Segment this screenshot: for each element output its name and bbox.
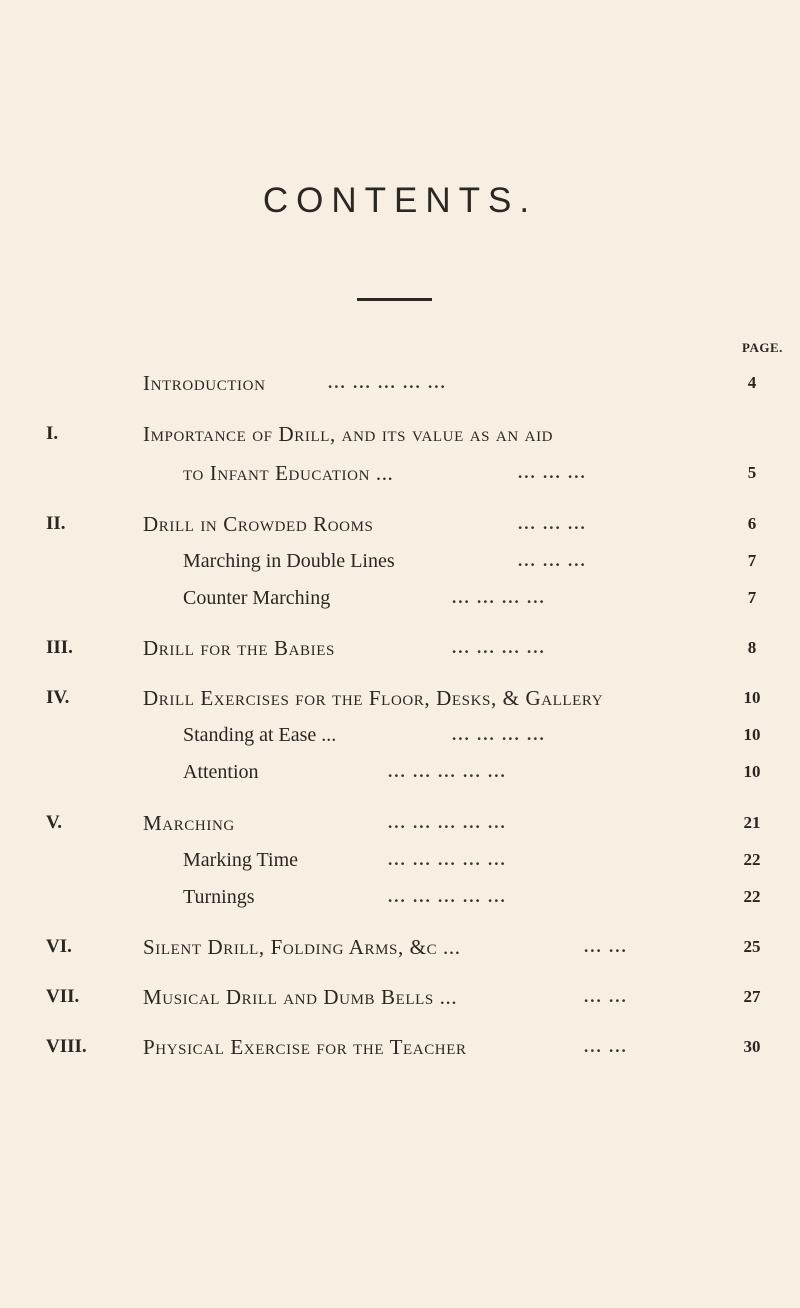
page-column-label: PAGE. bbox=[742, 340, 783, 355]
entry-title: Standing at Ease ... bbox=[183, 724, 337, 746]
page-title: CONTENTS. bbox=[262, 181, 538, 220]
toc-entry-introduction[interactable] bbox=[0, 368, 800, 398]
entry-page: 10 bbox=[743, 688, 761, 707]
entry-title: Musical Drill and Dumb Bells ... bbox=[143, 985, 458, 1009]
toc-entry-marking-time[interactable] bbox=[0, 845, 800, 875]
leader-dots: ... ... bbox=[584, 1037, 628, 1056]
entry-page: 7 bbox=[747, 588, 757, 607]
entry-page: 8 bbox=[747, 638, 757, 657]
entry-page: 10 bbox=[743, 725, 761, 744]
leader-dots: ... ... ... ... bbox=[452, 725, 546, 744]
entry-title: Silent Drill, Folding Arms, &c ... bbox=[143, 935, 461, 959]
leader-dots: ... ... ... ... ... bbox=[388, 813, 507, 832]
entry-page: 5 bbox=[747, 463, 757, 482]
toc-entry-chapter-2[interactable] bbox=[0, 509, 800, 539]
entry-title: Marching bbox=[143, 811, 235, 835]
entry-title: Counter Marching bbox=[183, 587, 331, 609]
entry-page: 7 bbox=[747, 551, 757, 570]
leader-dots: ... ... ... bbox=[518, 463, 587, 482]
chapter-number: V. bbox=[46, 812, 63, 833]
entry-page: 27 bbox=[743, 987, 761, 1006]
entry-title: Introduction bbox=[143, 371, 266, 395]
leader-dots: ... ... ... ... ... bbox=[388, 850, 507, 869]
toc-entry-chapter-3[interactable] bbox=[0, 633, 800, 663]
leader-dots: ... ... ... bbox=[518, 514, 587, 533]
toc-entry-chapter-6[interactable] bbox=[0, 932, 800, 962]
entry-page: 30 bbox=[743, 1037, 761, 1056]
chapter-number: VII. bbox=[46, 986, 80, 1007]
toc-entry-attention[interactable] bbox=[0, 757, 800, 787]
toc-entry-chapter-1[interactable] bbox=[0, 419, 800, 449]
entry-title: Drill for the Babies bbox=[143, 636, 335, 660]
leader-dots: ... ... ... ... bbox=[452, 638, 546, 657]
heading-rule bbox=[357, 298, 432, 301]
chapter-number: II. bbox=[46, 513, 66, 534]
chapter-number: VI. bbox=[46, 936, 72, 957]
entry-title: Turnings bbox=[183, 886, 255, 908]
entry-page: 25 bbox=[743, 937, 761, 956]
entry-title: Drill in Crowded Rooms bbox=[143, 512, 374, 536]
chapter-number: VIII. bbox=[46, 1036, 87, 1057]
entry-title: Marking Time bbox=[183, 849, 299, 871]
toc-entry-counter-marching[interactable] bbox=[0, 583, 800, 613]
entry-title: Marching in Double Lines bbox=[183, 550, 395, 572]
entry-title: Drill Exercises for the Floor, Desks, & Gallery bbox=[143, 686, 604, 710]
chapter-number: IV. bbox=[46, 687, 70, 708]
leader-dots: ... ... ... ... ... bbox=[388, 762, 507, 781]
toc-entry-chapter-5[interactable] bbox=[0, 808, 800, 838]
toc-entry-chapter-7[interactable] bbox=[0, 982, 800, 1012]
toc-entry-standing-at-ease[interactable] bbox=[0, 720, 800, 750]
leader-dots: ... ... bbox=[584, 937, 628, 956]
entry-title: Physical Exercise for the Teacher bbox=[143, 1035, 467, 1059]
entry-page: 6 bbox=[747, 514, 757, 533]
toc-entry-chapter-1-continued[interactable] bbox=[0, 458, 800, 488]
entry-page: 10 bbox=[743, 762, 761, 781]
entry-title: Attention bbox=[183, 761, 259, 783]
entry-page: 4 bbox=[747, 373, 757, 392]
entry-title: to Infant Education ... bbox=[183, 461, 394, 485]
toc-entry-marching-double-lines[interactable] bbox=[0, 546, 800, 576]
leader-dots: ... ... bbox=[584, 987, 628, 1006]
toc-entry-chapter-8[interactable] bbox=[0, 1032, 800, 1062]
leader-dots: ... ... ... bbox=[518, 551, 587, 570]
chapter-number: III. bbox=[46, 637, 73, 658]
chapter-number: I. bbox=[46, 423, 59, 444]
entry-page: 22 bbox=[743, 887, 761, 906]
leader-dots: ... ... ... ... bbox=[452, 588, 546, 607]
leader-dots: ... ... ... ... ... bbox=[328, 373, 447, 392]
entry-page: 21 bbox=[743, 813, 761, 832]
entry-title: Importance of Drill, and its value as an aid bbox=[143, 422, 554, 446]
entry-page: 22 bbox=[743, 850, 761, 869]
toc-entry-turnings[interactable] bbox=[0, 882, 800, 912]
toc-entry-chapter-4[interactable] bbox=[0, 683, 800, 713]
leader-dots: ... ... ... ... ... bbox=[388, 887, 507, 906]
